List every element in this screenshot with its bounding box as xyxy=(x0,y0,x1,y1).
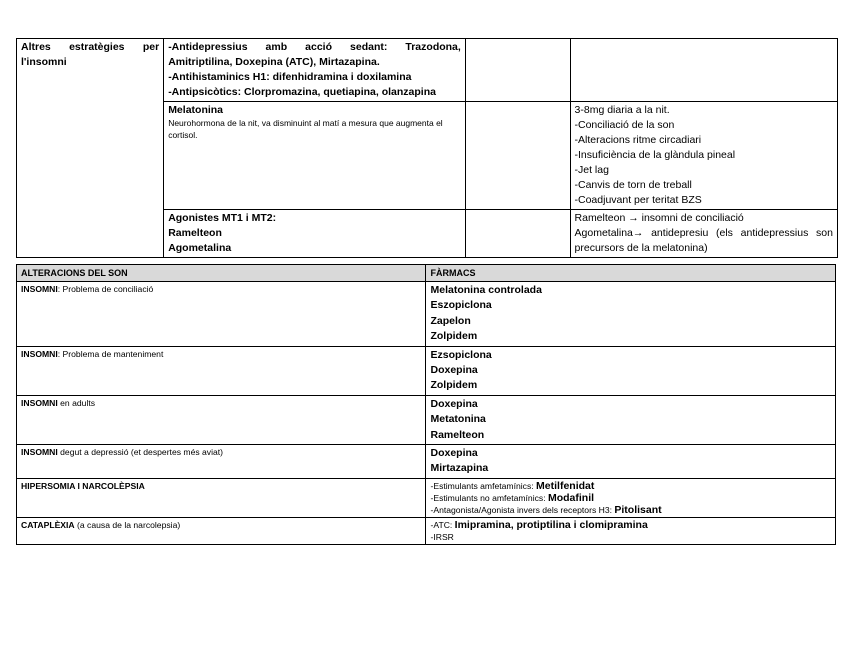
drug-item: -ATC: Imipramina, protiptilina i clomipramina xyxy=(430,518,648,531)
column-header: ALTERACIONS DEL SON xyxy=(17,265,426,282)
agonist-drug: Ramelteon xyxy=(168,227,222,239)
drugs-cell xyxy=(426,395,836,444)
drugs-cell xyxy=(426,478,836,517)
disorder-term: HIPERSOMIA I NARCOLÈPSIA xyxy=(21,480,145,491)
table-row xyxy=(17,346,836,395)
drug-item: Ezsopiclona xyxy=(430,348,492,361)
rowgroup-label: Altres estratègies per l'insomni xyxy=(17,39,164,258)
empty-cell xyxy=(465,39,570,102)
antidepressants-line: -Antidepressius amb acció sedant: Trazodona, Amitriptilina, Doxepina (ATC), Mirtazapina. xyxy=(168,41,461,68)
disorder-cell xyxy=(17,478,426,517)
drugs-cell xyxy=(426,346,836,395)
melatonin-cell xyxy=(164,102,466,210)
agonist-drug: Agometalina xyxy=(168,242,232,254)
drugs-cell xyxy=(426,517,836,544)
disorder-cell xyxy=(17,346,426,395)
disorder-term: INSOMNI xyxy=(21,397,58,408)
drugs-cell xyxy=(426,282,836,347)
disorder-desc: : Problema de conciliació xyxy=(57,284,154,294)
drug-item: Eszopiclona xyxy=(430,299,492,312)
note-line: -Insuficiència de la glàndula pineal xyxy=(574,149,736,161)
melatonin-notes xyxy=(570,102,837,210)
drug-item: Doxepina xyxy=(430,397,478,410)
disorder-desc: : Problema de manteniment xyxy=(57,348,164,359)
disorder-cell xyxy=(17,445,426,479)
disorder-term: CATAPLÈXIA xyxy=(21,519,75,530)
disorder-desc: degut a depressió (et despertes més aviat) xyxy=(57,447,224,458)
drug-item: Zolpidem xyxy=(430,379,478,392)
table-row xyxy=(17,478,836,517)
note-line: -Alteracions ritme circadiari xyxy=(574,134,702,146)
disorder-term: INSOMNI xyxy=(21,348,58,359)
drug-item: -Estimulants no amfetamínics: Modafinil xyxy=(430,491,595,504)
drug-item: Melatonina controlada xyxy=(430,284,542,296)
antipsychotics-line: -Antipsicòtics: Clorpromazina, quetiapina, olanzapina xyxy=(168,86,436,98)
table-row xyxy=(17,395,836,444)
agonists-notes xyxy=(570,210,837,258)
strategies-table xyxy=(16,38,838,258)
melatonin-desc: Neurohormona de la nit, va disminuint al matí a mesura que augmenta el cortisol. xyxy=(168,118,443,140)
drug-item: Doxepina xyxy=(430,364,478,377)
disorder-cell xyxy=(17,395,426,444)
note-line: -Conciliació de la son xyxy=(574,119,675,131)
disorder-desc: en adults xyxy=(57,397,96,408)
disorder-term: INSOMNI xyxy=(21,284,58,294)
table-row xyxy=(17,39,838,102)
sleep-disorders-table xyxy=(16,264,836,545)
drug-item: -Antagonista/Agonista invers dels receptors H3: Pitolisant xyxy=(430,503,662,516)
note-line: -Coadjuvant per teritat BZS xyxy=(574,194,702,206)
empty-cell xyxy=(465,210,570,258)
disorder-cell xyxy=(17,517,426,544)
note-line: Agometalina→ antidepresiu (els antidepressius son precursors de la melatonina) xyxy=(574,227,833,254)
drugs-cell xyxy=(426,445,836,479)
table-row xyxy=(17,282,836,347)
note-line: 3-8mg diaria a la nit. xyxy=(574,104,670,116)
drug-item: Ramelteon xyxy=(430,428,485,441)
drug-item: -Estimulants amfetamínics: Metilfenidat xyxy=(430,479,595,492)
empty-cell xyxy=(570,39,837,102)
disorder-term: INSOMNI xyxy=(21,447,58,458)
drug-item: Doxepina xyxy=(430,447,478,460)
table-row xyxy=(17,517,836,544)
agonists-cell xyxy=(164,210,466,258)
column-header: FÀRMACS xyxy=(426,265,836,282)
agonists-title: Agonistes MT1 i MT2: xyxy=(168,212,277,224)
drug-item: Zapelon xyxy=(430,314,471,327)
melatonin-title: Melatonina xyxy=(168,104,224,116)
sedative-drugs-cell xyxy=(164,39,466,102)
drug-item: -IRSR xyxy=(430,531,454,542)
disorder-cell xyxy=(17,282,426,347)
drug-item: Mirtazapina xyxy=(430,462,489,475)
drug-item: Zolpidem xyxy=(430,330,478,343)
empty-cell xyxy=(465,102,570,210)
table-header-row xyxy=(17,265,836,282)
disorder-desc: (a causa de la narcolepsia) xyxy=(74,519,181,530)
table-row xyxy=(17,445,836,479)
drug-item: Metatonina xyxy=(430,413,486,426)
note-line: Ramelteon → insomni de conciliació xyxy=(574,212,744,224)
note-line: -Jet lag xyxy=(574,164,609,176)
note-line: -Canvis de torn de treball xyxy=(574,179,692,191)
antihistamines-line: -Antihistaminics H1: difenhidramina i doxilamina xyxy=(168,71,412,83)
